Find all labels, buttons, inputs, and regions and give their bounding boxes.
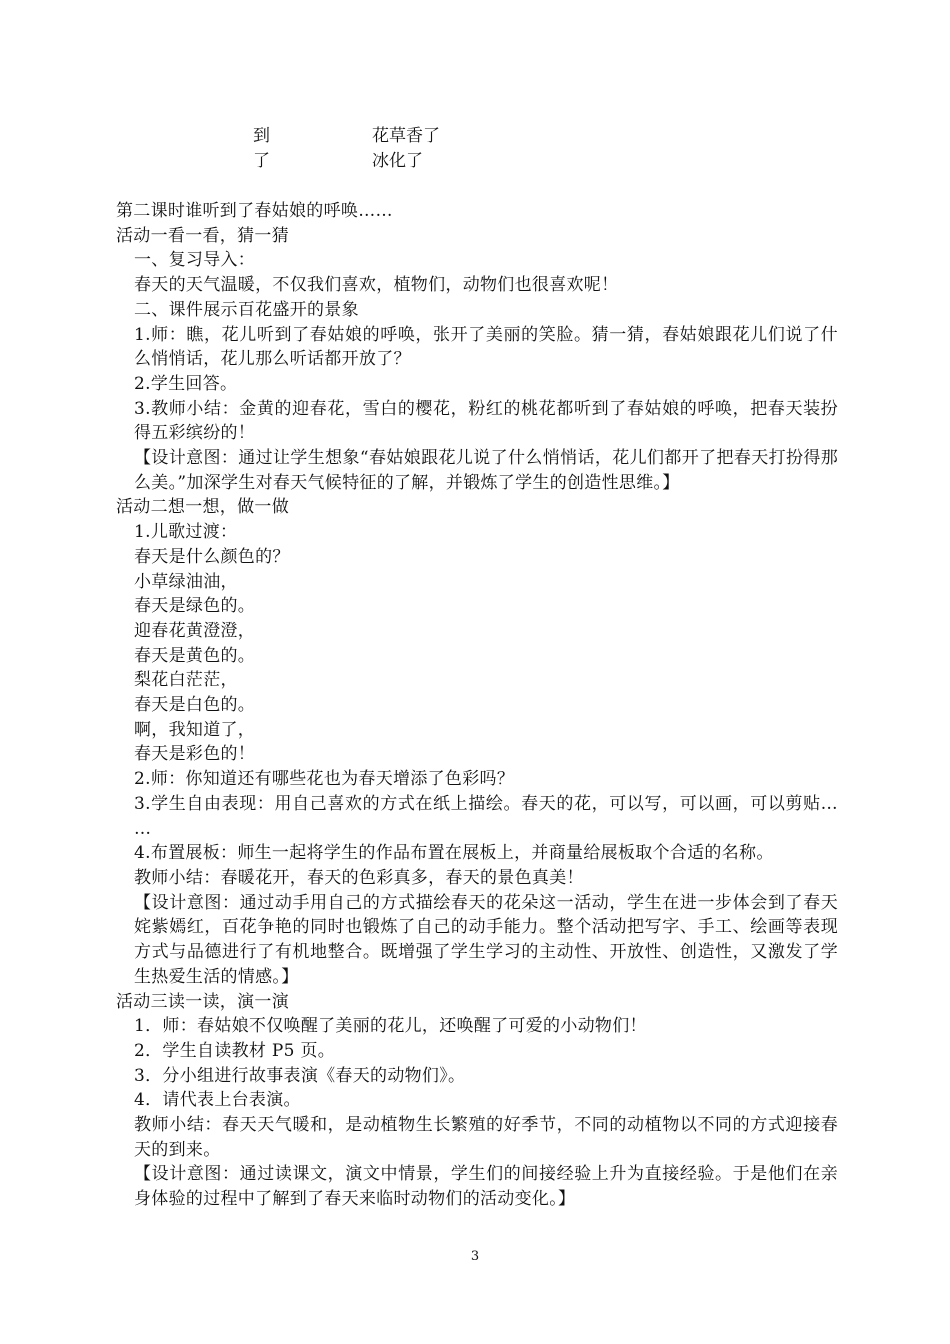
section-heading: 活动一看一看，猜一猜 — [116, 225, 289, 246]
paragraph-line: 迎春花黄澄澄， — [134, 620, 256, 641]
paragraph-line: 春天是黄色的。 — [134, 645, 256, 666]
section-heading: 活动二想一想，做一做 — [116, 497, 289, 518]
paragraph-line: 【设计意图：通过让学生想象“春姑娘跟花儿说了什么悄悄话，花儿们都开了把春天打扮得那么美。”加深学生对春天气候特征的了解，并锻炼了学生的创造性思维。】 — [134, 448, 838, 493]
paragraph-line: 4．请代表上台表演。 — [134, 1090, 301, 1111]
paragraph-line: 二、课件展示百花盛开的景象 — [134, 299, 359, 320]
paragraph-line: 梨花白茫茫， — [134, 670, 238, 691]
table-cell-left-2: 了 — [253, 151, 270, 171]
paragraph-line: 3.教师小结：金黄的迎春花，雪白的樱花，粉红的桃花都听到了春姑娘的呼唤，把春天装扮得五彩缤纷的！ — [134, 398, 838, 444]
table-cell-right-2: 冰化了 — [372, 151, 423, 171]
paragraph-line: 4.布置展板：师生一起将学生的作品布置在展板上，并商量给展板取个合适的名称。 — [134, 843, 774, 864]
section-heading: 活动三读一读，演一演 — [116, 991, 289, 1012]
paragraph-line: 【设计意图：通过读课文，演文中情景，学生们的间接经验上升为直接经验。于是他们在亲身体验的过程中了解到了春天来临时动物们的活动变化。】 — [134, 1164, 838, 1210]
paragraph-line: 春天是彩色的！ — [134, 744, 256, 765]
table-cell-left-1: 到 — [253, 126, 270, 146]
paragraph-line: 春天是什么颜色的？ — [134, 546, 290, 567]
paragraph-line: 2.师：你知道还有哪些花也为春天增添了色彩吗？ — [134, 769, 515, 790]
paragraph-line: 小草绿油油， — [134, 571, 238, 592]
paragraph-line: 春天的天气温暖，不仅我们喜欢，植物们，动物们也很喜欢呢！ — [134, 275, 619, 296]
paragraph-line: 3.学生自由表现：用自己喜欢的方式在纸上描绘。春天的花，可以写，可以画，可以剪贴… … — [134, 793, 838, 839]
paragraph-line: 一、复习导入： — [134, 250, 256, 271]
paragraph-line: 3．分小组进行故事表演《春天的动物们》。 — [134, 1065, 466, 1086]
paragraph-line: 2.学生回答。 — [134, 373, 238, 394]
section-heading: 第二课时谁听到了春姑娘的呼唤…… — [116, 201, 393, 221]
paragraph-line: 教师小结：春暖花开，春天的色彩真多，春天的景色真美！ — [134, 867, 584, 888]
paragraph-line: 【设计意图：通过动手用自己的方式描绘春天的花朵这一活动，学生在进一步体会到了春天姹紫嫣红，百花争艳的同时也锻炼了自己的动手能力。整个活动把写字、手工、绘画等表现方式与品德进行了有机地整合。既增强了学生学习的主动性、开放性、创造性，又激发了学生热爱生活的情感。】 — [134, 892, 838, 987]
paragraph-line: 1.师：瞧，花儿听到了春姑娘的呼唤，张开了美丽的笑脸。猜一猜，春姑娘跟花儿们说了什么悄悄话，花儿那么听话都开放了？ — [134, 324, 838, 370]
paragraph-line: 1.儿歌过渡： — [134, 522, 238, 543]
table-cell-right-1: 花草香了 — [372, 126, 440, 146]
paragraph-line: 2．学生自读教材 P5 页。 — [134, 1040, 336, 1061]
paragraph-line: 1．师：春姑娘不仅唤醒了美丽的花儿，还唤醒了可爱的小动物们！ — [134, 1016, 647, 1037]
page-number: 3 — [470, 1249, 480, 1264]
paragraph-line: 啊，我知道了， — [134, 719, 256, 740]
paragraph-line: 教师小结：春天天气暖和，是动植物生长繁殖的好季节，不同的动植物以不同的方式迎接春天的到来。 — [134, 1115, 838, 1160]
document-body — [116, 199, 838, 1212]
paragraph-line: 春天是白色的。 — [134, 695, 256, 716]
paragraph-line: 春天是绿色的。 — [134, 596, 256, 617]
